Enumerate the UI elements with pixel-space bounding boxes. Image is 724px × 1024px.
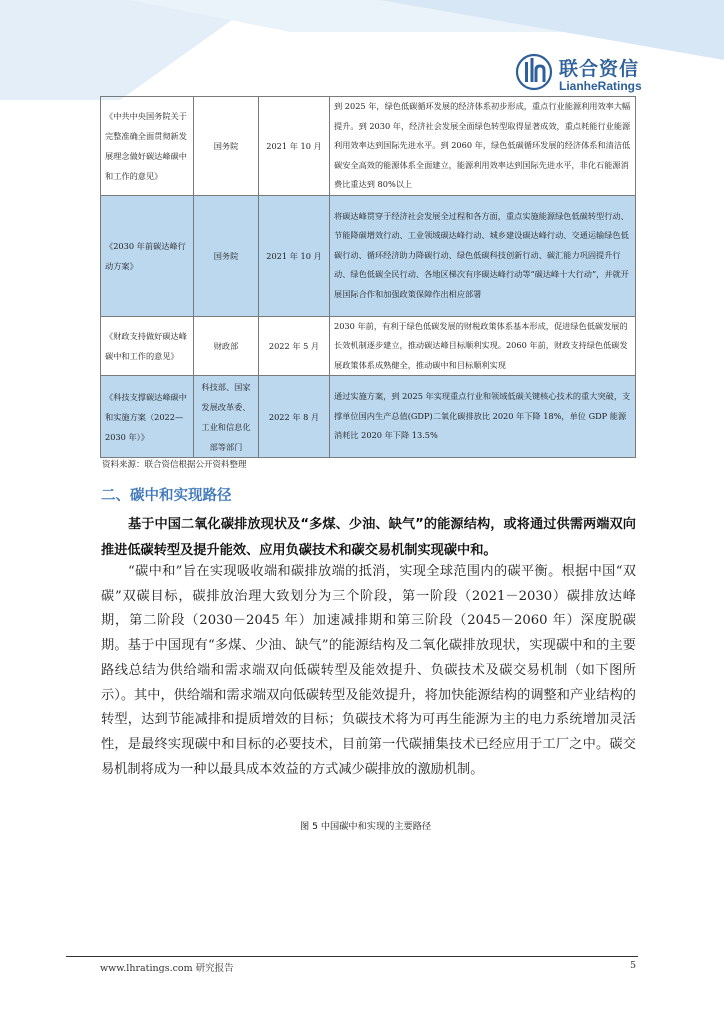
date-cell: 2022 年 8 月	[259, 376, 330, 458]
policy-name-cell: 《中共中央国务院关于完整准确全面贯彻新发展理念做好碳达峰碳中和工作的意见》	[101, 97, 194, 196]
date-cell: 2021 年 10 月	[259, 97, 330, 196]
lianhe-logo-icon	[515, 53, 553, 91]
policy-table	[100, 96, 636, 458]
table-source-note: 资料来源：联合资信根据公开资料整理	[102, 460, 247, 470]
section-heading: 二、碳中和实现路径	[101, 488, 232, 504]
issuer-cell: 国务院	[194, 195, 259, 316]
logo-english-name: LianheRatings	[559, 79, 642, 93]
table-row	[101, 97, 636, 196]
date-cell: 2021 年 10 月	[259, 195, 330, 316]
issuer-cell: 国务院	[194, 97, 259, 196]
policy-name-cell: 《科技支撑碳达峰碳中和实施方案（2022—2030 年）》	[101, 376, 194, 458]
footer-divider	[66, 956, 638, 957]
content-cell: 2030 年前，有利于绿色低碳发展的财税政策体系基本形成，促进绿色低碳发展的长效机制逐步建立，推动碳达峰目标顺利实现。2060 年前，财政支持绿色低碳发展政策体系成熟健全，推动碳中和目标顺利实现	[330, 316, 636, 376]
content-cell: 到 2025 年，绿色低碳循环发展的经济体系初步形成，重点行业能源利用效率大幅提升。到 2030 年，经济社会发展全面绿色转型取得显著成效，重点耗能行业能源利用效率达到国际先进水平。到 2060 年，绿色低碳循环发展的经济体系和清洁低碳安全高效的能源体系全面建立，能源利用效率达到国际先进水平，非化石能源消费比重达到 80%以上	[330, 97, 636, 196]
issuer-cell: 科技部、国家发展改革委、工业和信息化部等部门	[194, 376, 259, 458]
date-cell: 2022 年 5 月	[259, 316, 330, 376]
table-row	[101, 316, 636, 376]
page-number: 5	[630, 960, 637, 971]
figure-caption: 图 5 中国碳中和实现的主要路径	[300, 821, 432, 832]
logo-chinese-name: 联合资信	[559, 58, 640, 80]
issuer-cell: 财政部	[194, 316, 259, 376]
policy-name-cell: 《2030 年前碳达峰行动方案》	[101, 195, 194, 316]
footer-site-label: www.lhratings.com 研究报告	[100, 963, 234, 974]
table-row	[101, 376, 636, 458]
table-row	[101, 195, 636, 316]
content-cell: 通过实施方案，到 2025 年实现重点行业和领域低碳关键核心技术的重大突破，支撑单位国内生产总值(GDP)二氧化碳排放比 2020 年下降 18%，单位 GDP 能源消耗比 2020 年下降 13.5%	[330, 376, 636, 458]
policy-name-cell: 《财政支持做好碳达峰碳中和工作的意见》	[101, 316, 194, 376]
lianhe-logo	[515, 53, 655, 97]
content-cell: 将碳达峰贯穿于经济社会发展全过程和各方面，重点实施能源绿色低碳转型行动、节能降碳增效行动、工业领域碳达峰行动、城乡建设碳达峰行动、交通运输绿色低碳行动、循环经济助力降碳行动、绿色低碳科技创新行动、碳汇能力巩固提升行动、绿色低碳全民行动、各地区梯次有序碳达峰行动等“碳达峰十大行动”，并就开展国际合作和加强政策保障作出相应部署	[330, 195, 636, 316]
body-paragraph: “碳中和”旨在实现吸收端和碳排放端的抵消，实现全球范围内的碳平衡。根据中国“双碳”双碳目标，碳排放治理大致划分为三个阶段，第一阶段（2021－2030）碳排放达峰期，第二阶段（2030－2045 年）加速减排期和第三阶段（2045－2060 年）深度脱碳期。基于中国现有“多煤、少油、缺气”的能源结构及二氧化碳排放现状，实现碳中和的主要路线总结为供给端和需求端双向低碳转型及能效提升、负碳技术及碳交易机制（如下图所示）。其中，供给端和需求端双向低碳转型及能效提升，将加快能源结构的调整和产业结构的转型，达到节能减排和提质增效的目标；负碳技术将为可再生能源为主的电力系统增加灵活性，是最终实现碳中和目标的必要技术，目前第一代碳捕集技术已经应用于工厂之中。碳交易机制将成为一种以最具成本效益的方式减少碳排放的激励机制。	[101, 564, 636, 777]
section-lead-paragraph: 基于中国二氧化碳排放现状及“多煤、少油、缺气”的能源结构，或将通过供需两端双向推进低碳转型及提升能效、应用负碳技术和碳交易机制实现碳中和。	[101, 517, 636, 558]
